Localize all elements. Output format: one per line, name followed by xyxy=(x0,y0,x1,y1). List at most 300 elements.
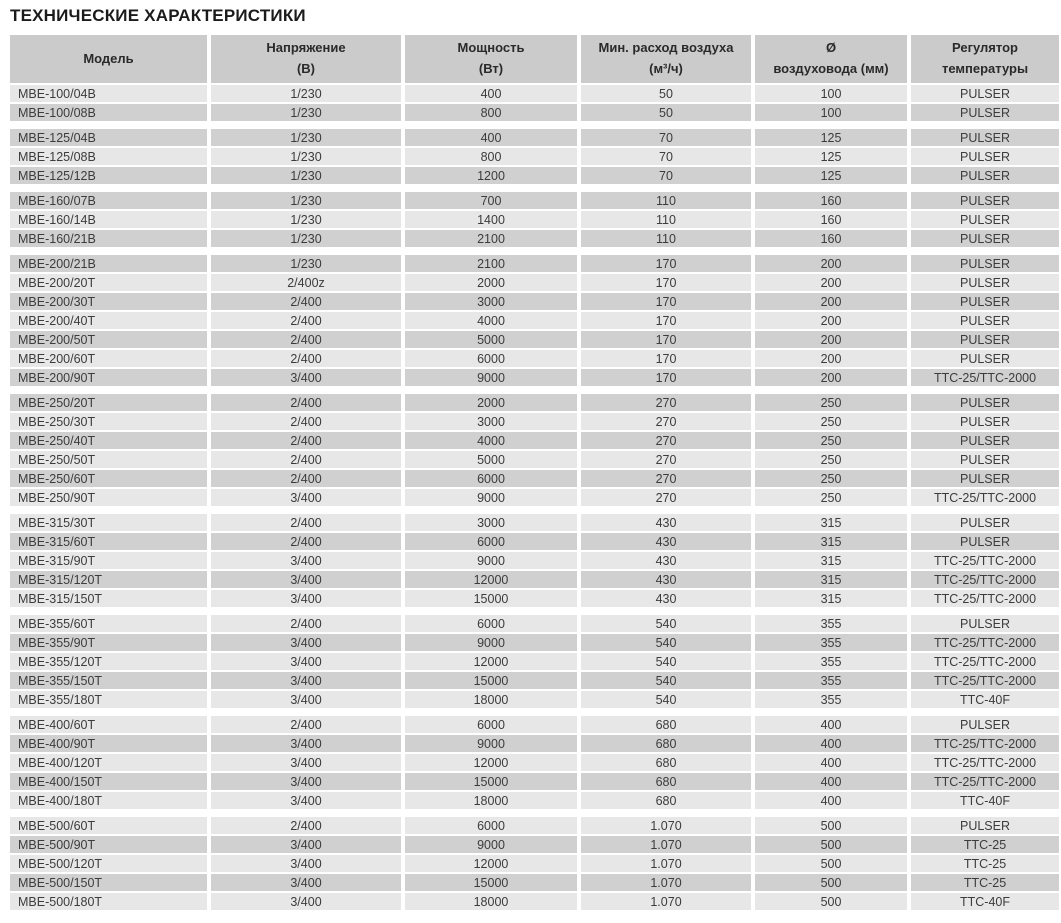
cell-regulator: TTC-25 xyxy=(911,855,1059,872)
cell-airflow: 1.070 xyxy=(581,855,751,872)
table-row xyxy=(10,489,1059,506)
group-separator-cell xyxy=(10,811,1059,815)
cell-voltage: 3/400 xyxy=(211,836,401,853)
cell-voltage: 2/400 xyxy=(211,394,401,411)
cell-regulator: TTC-25/TTC-2000 xyxy=(911,369,1059,386)
cell-voltage: 1/230 xyxy=(211,167,401,184)
cell-model: MBE-355/120T xyxy=(10,653,207,670)
cell-diameter: 500 xyxy=(755,893,907,910)
cell-airflow: 270 xyxy=(581,451,751,468)
cell-model: MBE-250/60T xyxy=(10,470,207,487)
cell-power: 2100 xyxy=(405,230,577,247)
table-row xyxy=(10,893,1059,910)
cell-voltage: 3/400 xyxy=(211,773,401,790)
cell-voltage: 3/400 xyxy=(211,855,401,872)
cell-power: 400 xyxy=(405,129,577,146)
cell-regulator: TTC-25/TTC-2000 xyxy=(911,489,1059,506)
table-row xyxy=(10,255,1059,272)
cell-power: 6000 xyxy=(405,615,577,632)
cell-model: MBE-355/90T xyxy=(10,634,207,651)
cell-diameter: 200 xyxy=(755,331,907,348)
cell-regulator: TTC-40F xyxy=(911,691,1059,708)
cell-airflow: 680 xyxy=(581,735,751,752)
table-row xyxy=(10,413,1059,430)
table-row xyxy=(10,571,1059,588)
cell-voltage: 2/400 xyxy=(211,533,401,550)
cell-diameter: 250 xyxy=(755,394,907,411)
cell-model: MBE-200/21B xyxy=(10,255,207,272)
header-label: Ø xyxy=(825,40,837,56)
cell-power: 9000 xyxy=(405,735,577,752)
cell-model: MBE-315/150T xyxy=(10,590,207,607)
table-row xyxy=(10,369,1059,386)
cell-voltage: 2/400 xyxy=(211,350,401,367)
cell-model: MBE-250/30T xyxy=(10,413,207,430)
cell-regulator: PULSER xyxy=(911,129,1059,146)
header-sublabel: (Вт) xyxy=(478,61,504,76)
cell-airflow: 70 xyxy=(581,129,751,146)
cell-regulator: PULSER xyxy=(911,514,1059,531)
cell-power: 700 xyxy=(405,192,577,209)
group-separator-cell xyxy=(10,710,1059,714)
cell-model: MBE-400/120T xyxy=(10,754,207,771)
group-separator-cell xyxy=(10,186,1059,190)
cell-power: 6000 xyxy=(405,533,577,550)
table-row xyxy=(10,350,1059,367)
cell-regulator: PULSER xyxy=(911,255,1059,272)
table-body xyxy=(10,85,1059,910)
cell-airflow: 170 xyxy=(581,274,751,291)
cell-voltage: 1/230 xyxy=(211,230,401,247)
table-row xyxy=(10,615,1059,632)
cell-model: MBE-355/60T xyxy=(10,615,207,632)
cell-airflow: 110 xyxy=(581,211,751,228)
cell-power: 12000 xyxy=(405,855,577,872)
cell-airflow: 270 xyxy=(581,394,751,411)
cell-model: MBE-315/30T xyxy=(10,514,207,531)
cell-voltage: 3/400 xyxy=(211,369,401,386)
column-header-duct-diameter xyxy=(755,35,907,83)
cell-model: MBE-125/04B xyxy=(10,129,207,146)
cell-model: MBE-500/150T xyxy=(10,874,207,891)
cell-regulator: PULSER xyxy=(911,312,1059,329)
header-label: Регулятор xyxy=(952,40,1018,56)
column-header-model xyxy=(10,35,207,83)
cell-voltage: 3/400 xyxy=(211,634,401,651)
cell-regulator: PULSER xyxy=(911,817,1059,834)
cell-regulator: TTC-25/TTC-2000 xyxy=(911,754,1059,771)
cell-model: MBE-250/50T xyxy=(10,451,207,468)
table-row xyxy=(10,735,1059,752)
cell-model: MBE-250/40T xyxy=(10,432,207,449)
header-label: Мин. расход воздуха xyxy=(598,40,734,56)
cell-voltage: 1/230 xyxy=(211,148,401,165)
cell-regulator: TTC-25/TTC-2000 xyxy=(911,735,1059,752)
group-separator xyxy=(10,811,1059,815)
cell-voltage: 2/400 xyxy=(211,331,401,348)
table-row xyxy=(10,590,1059,607)
cell-power: 18000 xyxy=(405,792,577,809)
cell-airflow: 540 xyxy=(581,615,751,632)
cell-diameter: 355 xyxy=(755,691,907,708)
cell-model: MBE-315/60T xyxy=(10,533,207,550)
cell-model: MBE-500/180T xyxy=(10,893,207,910)
cell-regulator: TTC-25/TTC-2000 xyxy=(911,552,1059,569)
cell-voltage: 3/400 xyxy=(211,571,401,588)
cell-diameter: 500 xyxy=(755,874,907,891)
table-row xyxy=(10,129,1059,146)
header-label: Модель xyxy=(83,50,134,66)
cell-model: MBE-500/90T xyxy=(10,836,207,853)
cell-regulator: PULSER xyxy=(911,85,1059,102)
cell-diameter: 500 xyxy=(755,855,907,872)
cell-model: MBE-500/60T xyxy=(10,817,207,834)
cell-regulator: TTC-25/TTC-2000 xyxy=(911,571,1059,588)
cell-diameter: 100 xyxy=(755,104,907,121)
table-row xyxy=(10,432,1059,449)
cell-airflow: 170 xyxy=(581,255,751,272)
header-sublabel: (В) xyxy=(296,61,316,76)
table-row xyxy=(10,167,1059,184)
cell-model: MBE-160/21B xyxy=(10,230,207,247)
cell-diameter: 250 xyxy=(755,432,907,449)
table-row xyxy=(10,312,1059,329)
cell-regulator: PULSER xyxy=(911,148,1059,165)
cell-regulator: TTC-25/TTC-2000 xyxy=(911,590,1059,607)
cell-voltage: 2/400 xyxy=(211,451,401,468)
cell-model: MBE-250/20T xyxy=(10,394,207,411)
cell-model: MBE-500/120T xyxy=(10,855,207,872)
cell-model: MBE-200/90T xyxy=(10,369,207,386)
cell-model: MBE-250/90T xyxy=(10,489,207,506)
cell-power: 3000 xyxy=(405,293,577,310)
cell-model: MBE-355/180T xyxy=(10,691,207,708)
cell-regulator: PULSER xyxy=(911,293,1059,310)
cell-model: MBE-315/90T xyxy=(10,552,207,569)
header-label: Напряжение xyxy=(266,40,346,56)
cell-diameter: 250 xyxy=(755,451,907,468)
cell-regulator: PULSER xyxy=(911,192,1059,209)
cell-power: 5000 xyxy=(405,331,577,348)
group-separator xyxy=(10,388,1059,392)
page-title: ТЕХНИЧЕСКИЕ ХАРАКТЕРИСТИКИ xyxy=(10,6,306,25)
table-row xyxy=(10,754,1059,771)
cell-regulator: PULSER xyxy=(911,331,1059,348)
column-header-temp-regulator xyxy=(911,35,1059,83)
cell-airflow: 540 xyxy=(581,634,751,651)
cell-diameter: 500 xyxy=(755,836,907,853)
cell-voltage: 3/400 xyxy=(211,590,401,607)
cell-voltage: 3/400 xyxy=(211,672,401,689)
table-row xyxy=(10,293,1059,310)
cell-diameter: 355 xyxy=(755,653,907,670)
cell-voltage: 3/400 xyxy=(211,792,401,809)
table-row xyxy=(10,653,1059,670)
cell-power: 400 xyxy=(405,85,577,102)
group-separator xyxy=(10,249,1059,253)
table-row xyxy=(10,634,1059,651)
cell-diameter: 200 xyxy=(755,350,907,367)
cell-diameter: 315 xyxy=(755,552,907,569)
cell-regulator: PULSER xyxy=(911,274,1059,291)
group-separator xyxy=(10,609,1059,613)
cell-airflow: 170 xyxy=(581,312,751,329)
cell-airflow: 270 xyxy=(581,470,751,487)
column-header-voltage xyxy=(211,35,401,83)
cell-airflow: 680 xyxy=(581,754,751,771)
cell-diameter: 400 xyxy=(755,792,907,809)
table-row xyxy=(10,451,1059,468)
cell-regulator: PULSER xyxy=(911,413,1059,430)
table-row xyxy=(10,85,1059,102)
cell-regulator: PULSER xyxy=(911,230,1059,247)
cell-model: MBE-400/90T xyxy=(10,735,207,752)
cell-diameter: 250 xyxy=(755,470,907,487)
group-separator xyxy=(10,508,1059,512)
cell-model: MBE-100/04B xyxy=(10,85,207,102)
cell-airflow: 430 xyxy=(581,590,751,607)
cell-diameter: 400 xyxy=(755,754,907,771)
cell-regulator: PULSER xyxy=(911,615,1059,632)
group-separator-cell xyxy=(10,388,1059,392)
cell-voltage: 3/400 xyxy=(211,653,401,670)
cell-model: MBE-315/120T xyxy=(10,571,207,588)
cell-airflow: 70 xyxy=(581,148,751,165)
cell-airflow: 1.070 xyxy=(581,836,751,853)
cell-model: MBE-160/07B xyxy=(10,192,207,209)
cell-regulator: PULSER xyxy=(911,432,1059,449)
cell-airflow: 170 xyxy=(581,350,751,367)
cell-voltage: 1/230 xyxy=(211,255,401,272)
header-sublabel: воздуховода (мм) xyxy=(773,61,889,76)
cell-model: MBE-400/60T xyxy=(10,716,207,733)
cell-power: 6000 xyxy=(405,817,577,834)
cell-airflow: 430 xyxy=(581,571,751,588)
cell-diameter: 200 xyxy=(755,255,907,272)
cell-diameter: 315 xyxy=(755,533,907,550)
cell-power: 15000 xyxy=(405,590,577,607)
cell-regulator: TTC-25/TTC-2000 xyxy=(911,653,1059,670)
cell-power: 4000 xyxy=(405,312,577,329)
cell-voltage: 3/400 xyxy=(211,874,401,891)
cell-airflow: 430 xyxy=(581,552,751,569)
cell-airflow: 540 xyxy=(581,672,751,689)
table-row xyxy=(10,394,1059,411)
cell-power: 800 xyxy=(405,104,577,121)
cell-voltage: 1/230 xyxy=(211,129,401,146)
cell-voltage: 2/400 xyxy=(211,514,401,531)
cell-power: 18000 xyxy=(405,691,577,708)
group-separator-cell xyxy=(10,609,1059,613)
cell-power: 18000 xyxy=(405,893,577,910)
cell-power: 12000 xyxy=(405,653,577,670)
cell-model: MBE-400/150T xyxy=(10,773,207,790)
cell-diameter: 200 xyxy=(755,293,907,310)
cell-airflow: 1.070 xyxy=(581,874,751,891)
cell-power: 12000 xyxy=(405,571,577,588)
column-header-power xyxy=(405,35,577,83)
cell-diameter: 315 xyxy=(755,514,907,531)
cell-airflow: 1.070 xyxy=(581,893,751,910)
cell-voltage: 2/400 xyxy=(211,716,401,733)
cell-power: 2000 xyxy=(405,274,577,291)
cell-model: MBE-100/08B xyxy=(10,104,207,121)
cell-airflow: 270 xyxy=(581,413,751,430)
table-row xyxy=(10,874,1059,891)
table-row xyxy=(10,230,1059,247)
cell-airflow: 50 xyxy=(581,85,751,102)
cell-voltage: 1/230 xyxy=(211,211,401,228)
group-separator-cell xyxy=(10,508,1059,512)
table-row xyxy=(10,274,1059,291)
cell-diameter: 125 xyxy=(755,129,907,146)
cell-model: MBE-200/20T xyxy=(10,274,207,291)
cell-airflow: 70 xyxy=(581,167,751,184)
table-row xyxy=(10,533,1059,550)
table-row xyxy=(10,148,1059,165)
cell-power: 1400 xyxy=(405,211,577,228)
cell-power: 3000 xyxy=(405,514,577,531)
cell-power: 2100 xyxy=(405,255,577,272)
cell-airflow: 50 xyxy=(581,104,751,121)
cell-power: 6000 xyxy=(405,350,577,367)
cell-model: MBE-200/50T xyxy=(10,331,207,348)
table-row xyxy=(10,192,1059,209)
cell-airflow: 540 xyxy=(581,653,751,670)
cell-voltage: 1/230 xyxy=(211,104,401,121)
group-separator-cell xyxy=(10,123,1059,127)
cell-voltage: 2/400 xyxy=(211,293,401,310)
cell-voltage: 1/230 xyxy=(211,192,401,209)
cell-model: MBE-200/60T xyxy=(10,350,207,367)
cell-diameter: 100 xyxy=(755,85,907,102)
cell-model: MBE-355/150T xyxy=(10,672,207,689)
cell-model: MBE-160/14B xyxy=(10,211,207,228)
cell-regulator: PULSER xyxy=(911,350,1059,367)
cell-voltage: 2/400 xyxy=(211,312,401,329)
cell-airflow: 430 xyxy=(581,533,751,550)
cell-regulator: TTC-25 xyxy=(911,874,1059,891)
cell-voltage: 2/400 xyxy=(211,615,401,632)
cell-airflow: 430 xyxy=(581,514,751,531)
cell-regulator: TTC-25/TTC-2000 xyxy=(911,672,1059,689)
table-row xyxy=(10,672,1059,689)
cell-power: 6000 xyxy=(405,470,577,487)
cell-model: MBE-400/180T xyxy=(10,792,207,809)
specs-table xyxy=(6,33,1061,912)
cell-model: MBE-125/12B xyxy=(10,167,207,184)
cell-airflow: 110 xyxy=(581,192,751,209)
cell-diameter: 355 xyxy=(755,634,907,651)
cell-regulator: TTC-25 xyxy=(911,836,1059,853)
header-row xyxy=(10,35,1059,83)
cell-diameter: 125 xyxy=(755,167,907,184)
cell-regulator: PULSER xyxy=(911,533,1059,550)
cell-airflow: 270 xyxy=(581,432,751,449)
table-row xyxy=(10,331,1059,348)
cell-diameter: 315 xyxy=(755,590,907,607)
cell-diameter: 160 xyxy=(755,192,907,209)
cell-power: 15000 xyxy=(405,773,577,790)
cell-airflow: 680 xyxy=(581,792,751,809)
table-row xyxy=(10,836,1059,853)
group-separator-cell xyxy=(10,249,1059,253)
group-separator xyxy=(10,186,1059,190)
table-row xyxy=(10,552,1059,569)
cell-power: 6000 xyxy=(405,716,577,733)
cell-power: 15000 xyxy=(405,672,577,689)
cell-voltage: 2/400 xyxy=(211,413,401,430)
table-row xyxy=(10,211,1059,228)
cell-model: MBE-125/08B xyxy=(10,148,207,165)
cell-power: 3000 xyxy=(405,413,577,430)
cell-regulator: PULSER xyxy=(911,716,1059,733)
header-sublabel: (м³/ч) xyxy=(649,61,683,76)
cell-diameter: 355 xyxy=(755,615,907,632)
table-row xyxy=(10,514,1059,531)
table-row xyxy=(10,104,1059,121)
table-row xyxy=(10,716,1059,733)
cell-regulator: TTC-40F xyxy=(911,893,1059,910)
cell-voltage: 3/400 xyxy=(211,489,401,506)
cell-voltage: 2/400 xyxy=(211,817,401,834)
cell-regulator: PULSER xyxy=(911,451,1059,468)
cell-diameter: 500 xyxy=(755,817,907,834)
cell-regulator: TTC-40F xyxy=(911,792,1059,809)
cell-power: 9000 xyxy=(405,836,577,853)
table-row xyxy=(10,773,1059,790)
cell-regulator: TTC-25/TTC-2000 xyxy=(911,773,1059,790)
cell-power: 2000 xyxy=(405,394,577,411)
cell-regulator: PULSER xyxy=(911,211,1059,228)
cell-airflow: 1.070 xyxy=(581,817,751,834)
cell-regulator: TTC-25/TTC-2000 xyxy=(911,634,1059,651)
group-separator xyxy=(10,123,1059,127)
cell-regulator: PULSER xyxy=(911,167,1059,184)
cell-diameter: 125 xyxy=(755,148,907,165)
cell-diameter: 200 xyxy=(755,369,907,386)
cell-diameter: 400 xyxy=(755,773,907,790)
cell-regulator: PULSER xyxy=(911,394,1059,411)
cell-power: 800 xyxy=(405,148,577,165)
cell-power: 12000 xyxy=(405,754,577,771)
column-header-airflow xyxy=(581,35,751,83)
table-row xyxy=(10,691,1059,708)
cell-diameter: 200 xyxy=(755,274,907,291)
cell-diameter: 250 xyxy=(755,489,907,506)
cell-regulator: PULSER xyxy=(911,104,1059,121)
cell-power: 15000 xyxy=(405,874,577,891)
cell-diameter: 200 xyxy=(755,312,907,329)
cell-voltage: 3/400 xyxy=(211,754,401,771)
cell-power: 9000 xyxy=(405,552,577,569)
cell-power: 9000 xyxy=(405,489,577,506)
cell-voltage: 2/400z xyxy=(211,274,401,291)
cell-diameter: 355 xyxy=(755,672,907,689)
table-row xyxy=(10,817,1059,834)
cell-voltage: 3/400 xyxy=(211,691,401,708)
table-row xyxy=(10,470,1059,487)
cell-power: 9000 xyxy=(405,369,577,386)
cell-voltage: 2/400 xyxy=(211,432,401,449)
cell-diameter: 400 xyxy=(755,716,907,733)
cell-diameter: 400 xyxy=(755,735,907,752)
cell-model: MBE-200/30T xyxy=(10,293,207,310)
cell-airflow: 170 xyxy=(581,331,751,348)
cell-voltage: 3/400 xyxy=(211,735,401,752)
cell-voltage: 3/400 xyxy=(211,893,401,910)
cell-diameter: 160 xyxy=(755,230,907,247)
